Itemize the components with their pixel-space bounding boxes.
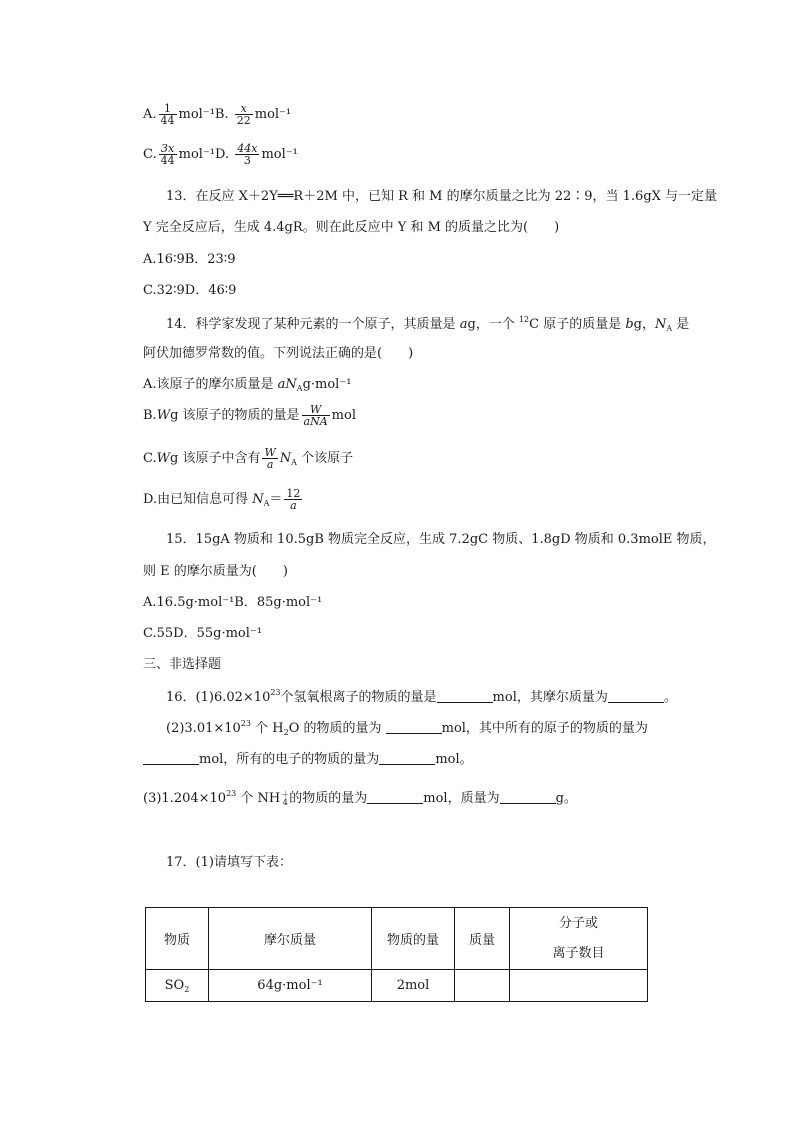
q17-intro: 17．(1)请填写下表： <box>166 855 292 870</box>
q12-option-ab: A. $\frac{1}{44}$ mol⁻¹B. $\frac{x}{22}$ mol⁻¹ <box>143 102 292 127</box>
cell-molar-mass: 64g·mol⁻¹ <box>209 970 372 1002</box>
q17-table <box>145 907 648 1002</box>
q14-option-c: C.Wg 该原子中含有 $\frac{W}{a}$ $N_A$ 个该原子 <box>143 446 354 471</box>
header-molar-mass: 摩尔质量 <box>209 908 372 970</box>
answer-blank[interactable] <box>367 791 423 804</box>
answer-blank[interactable] <box>608 690 664 703</box>
answer-blank[interactable] <box>379 752 435 765</box>
cell-amount: 2mol <box>372 970 455 1002</box>
q13-stem-line1: 13．在反应 X＋2Y══R＋2M 中，已知 R 和 M 的摩尔质量之比为 22∶9，当 1.6gX 与一定量 <box>166 189 718 204</box>
cell-substance: $SO_2$ <box>146 970 209 1002</box>
q14-option-b: B.Wg 该原子的物质的量是 $\frac{W}{\text{aNA}}$ mol <box>143 403 356 428</box>
header-mass: 质量 <box>455 908 510 970</box>
q14-stem-line1: 14．科学家发现了某种元素的一个原子，其质量是 ag，一个 $^{12}$C 原子的质量是 bg，$N_A$ 是 <box>166 315 690 333</box>
answer-blank[interactable] <box>500 791 556 804</box>
q12-option-b-fraction: $\frac{x}{22}$ <box>236 102 251 127</box>
q12-option-cd: C. $\frac{3x}{44}$ mol⁻¹D. $\frac{44x}{3}$ mol⁻¹ <box>143 142 298 167</box>
q13-option-cd: C.32∶9D．46∶9 <box>143 283 237 298</box>
q14-option-d: D.由已知信息可得 $N_A=$ $\frac{12}{a}$ <box>143 487 301 512</box>
q16-part2-line2: mol，所有的电子的物质的量为 mol。 <box>143 752 473 766</box>
q14-stem-line2: 阿伏加德罗常数的值。下列说法正确的是( ) <box>143 346 414 361</box>
q14-option-a: A.该原子的摩尔质量是 $aN_Ag\cdot mol^{-1}$ <box>143 377 352 393</box>
q15-stem-line1: 15．15gA 物质和 10.5gB 物质完全反应，生成 7.2gC 物质、1.8gD 物质和 0.3molE 物质， <box>166 532 716 547</box>
q16-part3: $(3)1.204\times 10^{23}$ 个 NH ＋ 4 的物质的量为 mol，质量为 g。 <box>143 789 577 807</box>
q14-option-d-fraction: $\frac{12}{a}$ <box>286 487 301 512</box>
q15-stem-line2: 则 E 的摩尔质量为( ) <box>143 564 288 579</box>
ammonium-charge: ＋ 4 <box>281 789 290 807</box>
cell-count[interactable] <box>510 970 648 1002</box>
answer-blank[interactable] <box>143 752 199 765</box>
header-particle-count <box>510 908 648 970</box>
q13-option-ab: A.16∶9B．23∶9 <box>143 252 236 267</box>
answer-blank[interactable] <box>437 690 493 703</box>
cell-mass[interactable] <box>455 970 510 1002</box>
table-header-row <box>146 908 648 970</box>
q12-option-c-fraction: $\frac{3x}{44}$ <box>160 142 175 167</box>
q15-option-cd: C.55D．55g·mol⁻¹ <box>143 626 262 641</box>
header-particle-count-line2: 离子数目 <box>552 945 605 961</box>
q13-stem-line2: Y 完全反应后，生成 4.4gR。则在此反应中 Y 和 M 的质量之比为( ) <box>143 220 560 235</box>
header-amount: 物质的量 <box>372 908 455 970</box>
table-row <box>146 970 648 1002</box>
q16-part2-line1: $(2)3.01\times 10^{23}$ 个 $H_2O$ 的物质的量为 mol，其中所有的原子的物质的量为 <box>166 719 648 737</box>
answer-blank[interactable] <box>386 721 442 734</box>
q14-option-b-fraction: $\frac{W}{\text{aNA}}$ <box>303 403 328 428</box>
header-substance: 物质 <box>146 908 209 970</box>
q12-option-a-fraction: $\frac{1}{44}$ <box>160 102 175 127</box>
header-particle-count-line1: 分子或 <box>558 915 598 931</box>
q16-part1: 16．$(1)6.02\times 10^{23}$个氢氧根离子的物质的量是 mol，其摩尔质量为 。 <box>166 688 677 705</box>
q14-option-c-fraction: $\frac{W}{a}$ <box>264 446 276 471</box>
section-heading: 三、非选择题 <box>143 657 222 672</box>
q15-option-ab: A.16.5g·mol⁻¹B．85g·mol⁻¹ <box>143 595 323 610</box>
q12-option-d-fraction: $\frac{44x}{3}$ <box>237 142 258 167</box>
